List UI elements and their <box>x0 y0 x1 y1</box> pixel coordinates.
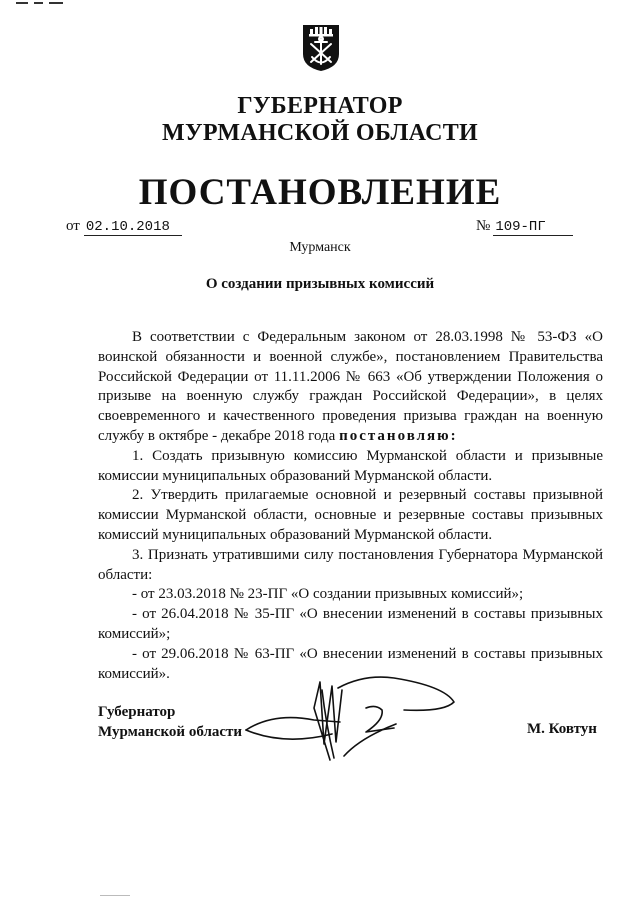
decree-word: постановляю: <box>339 427 458 444</box>
list-item: - от 26.04.2018 № 35-ПГ «О внесении изменений в составы призывных комиссий»; <box>98 606 603 642</box>
signatory-position-line2: Мурманской области <box>98 724 243 740</box>
signatory-name: М. Ковтун <box>527 721 597 737</box>
coat-of-arms-icon <box>302 24 340 72</box>
number-line <box>476 218 573 236</box>
date-prefix: от <box>66 218 80 234</box>
list-item: 3. Признать утратившими силу постановления Губернатора Мурманской области: <box>98 546 603 583</box>
preamble-text: В соответствии с Федеральным законом от 28.03.1998 № 53-ФЗ «О воинской обязанности и военной службе», постановлением Правительства Российской Федерации от 11.11.2006 № 663 «Об утверждении Положения о призыве на военную службу граждан Российской Федерации», в целях своевременного и качественного проведения призыва граждан на военную службу в октябре - декабре 2018 года <box>98 329 603 444</box>
handwritten-signature <box>244 668 464 768</box>
date-value: 02.10.2018 <box>84 219 182 236</box>
list-item: - от 29.06.2018 № 63-ПГ «О внесении изменений в составы призывных комиссий». <box>98 645 603 682</box>
number-prefix: № <box>476 218 491 234</box>
date-line <box>66 218 182 236</box>
signatory-position <box>98 702 242 742</box>
governor-title-line1: ГУБЕРНАТОР <box>237 93 403 119</box>
list-item: - от 23.03.2018 № 23-ПГ «О создании призывных комиссий»; <box>132 586 524 603</box>
list-item: 2. Утвердить прилагаемые основной и резервный составы призывной комиссии Мурманской области, основные и резервные составы призывных комиссий муниципальных образований Мурманской области. <box>98 487 603 543</box>
document-type: ПОСТАНОВЛЕНИЕ <box>138 172 502 213</box>
top-scan-marks <box>16 2 76 5</box>
document-body <box>98 328 603 684</box>
bottom-scan-mark <box>100 895 130 896</box>
signatory-position-line1: Губернатор <box>98 704 176 720</box>
number-value: 109-ПГ <box>493 219 573 236</box>
document-subject: О создании призывных комиссий <box>205 276 435 292</box>
governor-title-line2: МУРМАНСКОЙ ОБЛАСТИ <box>162 120 478 146</box>
list-item: 1. Создать призывную комиссию Мурманской области и призывные комиссии муниципальных образований Мурманской области. <box>98 447 603 484</box>
preamble-paragraph <box>98 328 603 447</box>
city: Мурманск <box>289 240 351 255</box>
